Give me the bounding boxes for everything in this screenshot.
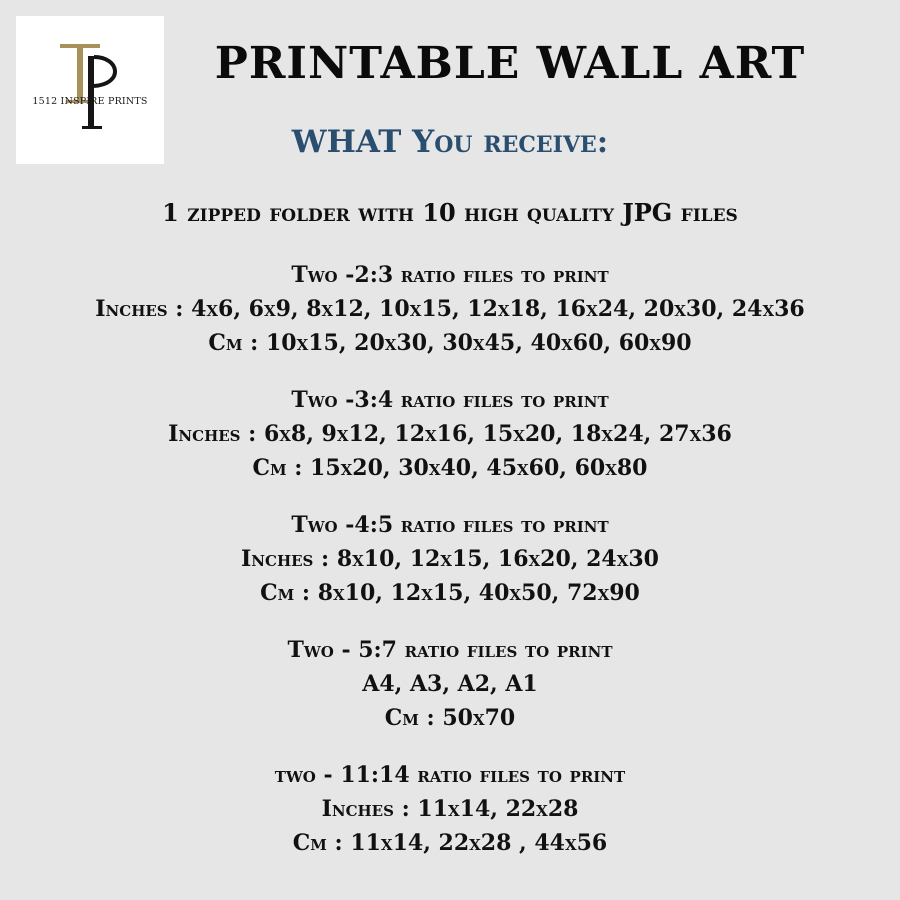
section-heading: Two -4:5 ratio files to print	[291, 512, 609, 538]
cm-sizes: Cm : 10x15, 20x30, 30x45, 40x60, 60x90	[208, 330, 692, 356]
section-heading: Two -2:3 ratio files to print	[291, 262, 609, 288]
section-heading: Two -3:4 ratio files to print	[291, 387, 609, 413]
brand-logo	[16, 16, 164, 164]
ratio-section-2-3	[0, 258, 900, 360]
monogram-logo-icon	[16, 16, 164, 164]
inches-sizes: Inches : 8x10, 12x15, 16x20, 24x30	[241, 546, 659, 572]
cm-sizes: Cm : 8x10, 12x15, 40x50, 72x90	[260, 580, 640, 606]
section-heading: Two - 5:7 ratio files to print	[287, 637, 613, 663]
cm-sizes: Cm : 15x20, 30x40, 45x60, 60x80	[252, 455, 648, 481]
inches-sizes: Inches : 11x14, 22x28	[321, 796, 579, 822]
intro-text: 1 zipped folder with 10 high quality JPG files	[162, 198, 738, 227]
cm-sizes: Cm : 50x70	[384, 705, 516, 731]
section-heading: two - 11:14 ratio files to print	[274, 762, 626, 788]
ratio-section-3-4	[0, 383, 900, 485]
ratio-section-5-7	[0, 633, 900, 735]
ratio-section-11-14	[0, 758, 900, 860]
cm-sizes: Cm : 11x14, 22x28 , 44x56	[292, 830, 608, 856]
ratio-section-4-5	[0, 508, 900, 610]
inches-sizes: Inches : 4x6, 6x9, 8x12, 10x15, 12x18, 16x24, 20x30, 24x36	[95, 296, 805, 322]
page-subtitle: WHAT You receive:	[291, 124, 609, 160]
page-title: PRINTABLE WALL ART	[214, 38, 806, 89]
paper-sizes: A4, A3, A2, A1	[362, 671, 538, 697]
logo-brand-text: 1512 INSPIRE PRINTS	[32, 96, 148, 107]
inches-sizes: Inches : 6x8, 9x12, 12x16, 15x20, 18x24, 27x36	[168, 421, 732, 447]
